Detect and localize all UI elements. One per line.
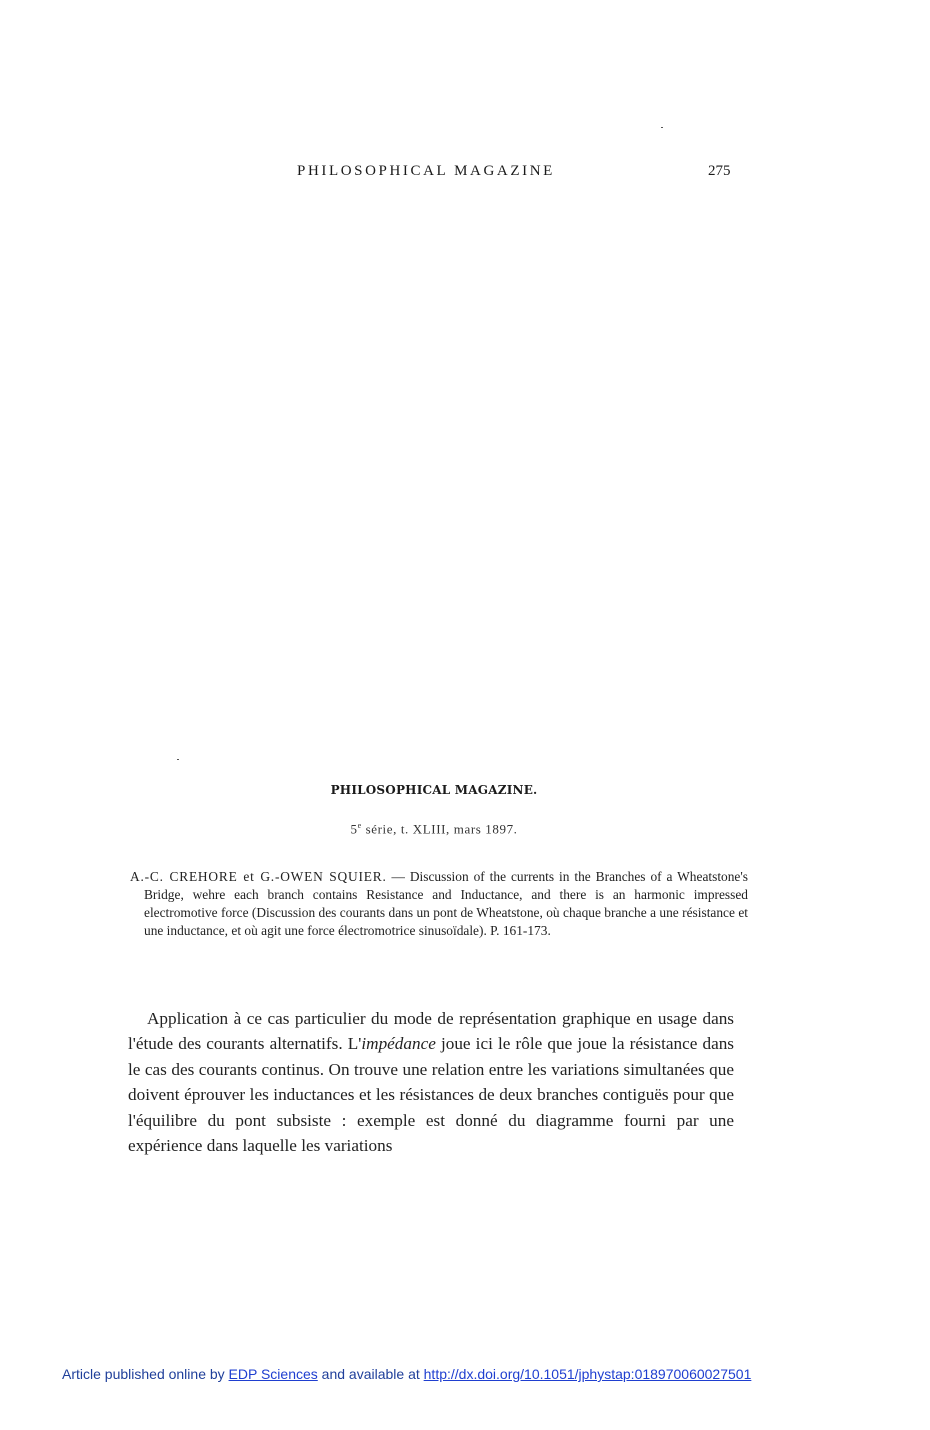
issue-details: série, t. XLIII, mars 1897.	[361, 821, 518, 837]
body-paragraph	[128, 1006, 734, 1158]
page-number: 275	[708, 163, 731, 179]
doi-link[interactable]: http://dx.doi.org/10.1051/jphystap:018970060027501	[423, 1366, 752, 1382]
publisher-link[interactable]: EDP Sciences	[228, 1366, 318, 1382]
body-text-start: Application à ce cas particulier du mode de représentation graphique en usage dans l'étude des courants alternatifs. L'	[128, 1009, 734, 1054]
journal-issue	[0, 821, 868, 837]
abstract-entry	[130, 868, 748, 940]
issue-suffix: e	[357, 821, 362, 830]
running-head	[0, 163, 930, 183]
body-text-end: joue ici le rôle que joue la résistance dans le cas des courants continus. On trouve une relation entre les variations simultanées que doivent éprouver les inductances et les résistances de deux branches contiguës pour que l'équilibre du pont subsiste : exemple est donné du diagramme fourni par une expérience dans laquelle les variations	[128, 1034, 734, 1156]
issue-number: 5	[350, 821, 358, 837]
scan-speck	[177, 759, 179, 760]
footer-prefix: Article published online by	[62, 1366, 229, 1382]
entry-text: Discussion of the currents in the Branches of a Wheatstone's Bridge, wehre each branch contains Resistance and Inductance, and there is an harmonic impressed electromotive force (Discussion des courants dans un pont de Wheatstone, où chaque branche a une résistance et une inductance, et où agit une force électromotrice sinusoïdale). P. 161-173.	[144, 869, 748, 938]
body-emphasis: impédance	[361, 1034, 436, 1054]
entry-authors: A.-C. CREHORE et G.-OWEN SQUIER.	[130, 869, 387, 884]
journal-heading: PHILOSOPHICAL MAGAZINE.	[330, 783, 538, 797]
publication-footer	[62, 1366, 751, 1382]
footer-middle: and available at	[317, 1366, 424, 1382]
running-title: PHILOSOPHICAL MAGAZINE	[297, 163, 555, 179]
scan-speck	[661, 127, 663, 128]
entry-dash: —	[386, 869, 410, 884]
